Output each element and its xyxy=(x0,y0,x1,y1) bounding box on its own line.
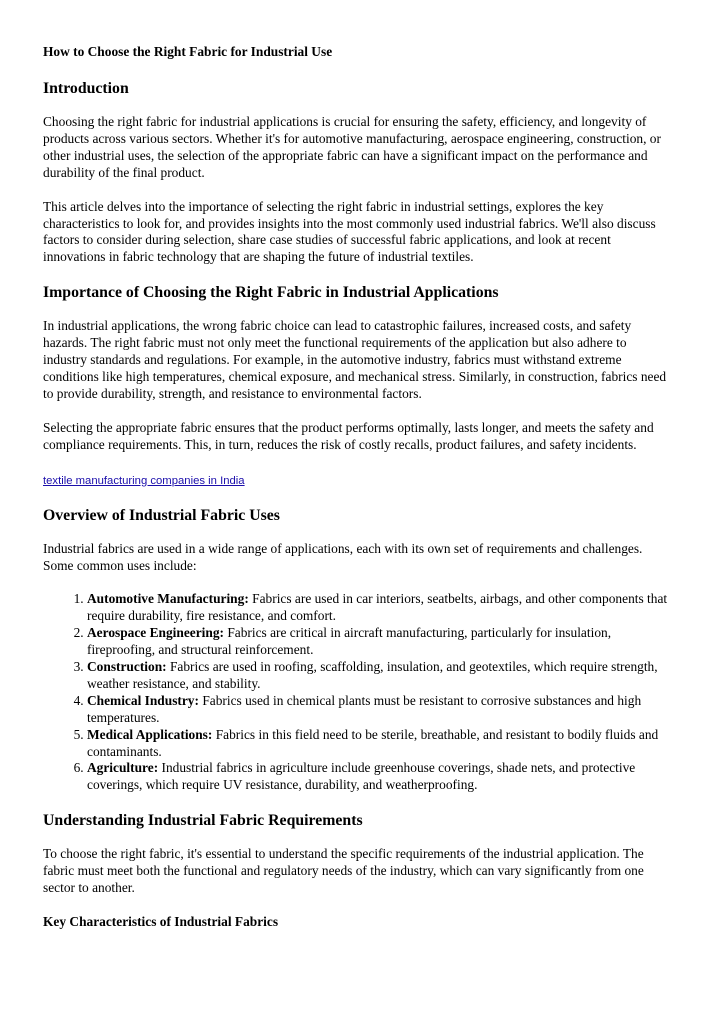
requirements-heading: Understanding Industrial Fabric Requirements xyxy=(43,812,363,830)
list-item-term: Medical Applications: xyxy=(87,726,213,742)
list-item-term: Construction: xyxy=(87,659,167,675)
list-item-term: Automotive Manufacturing: xyxy=(87,591,249,607)
requirements-paragraph: To choose the right fabric, it's essential to understand the specific requirements of the industrial application. The fabric must meet both the functional and regulatory needs of the industry, which can vary significantly from one sector to another. xyxy=(43,846,644,896)
list-item-text: Fabrics are used in car interiors, seatbelts, airbags, and other components that require durability, fire resistance, and comfort. xyxy=(87,591,668,624)
document-body xyxy=(43,44,673,930)
document-title: How to Choose the Right Fabric for Industrial Use xyxy=(43,44,333,59)
list-item-text: Fabrics are used in roofing, scaffolding, insulation, and geotextiles, which require strength, weather resistance, and stability. xyxy=(87,659,658,691)
list-item xyxy=(87,591,673,625)
overview-heading: Overview of Industrial Fabric Uses xyxy=(43,506,280,524)
list-item-term: Agriculture: xyxy=(87,760,159,776)
list-item-text: Fabrics used in chemical plants must be resistant to corrosive substances and high temperatures. xyxy=(87,692,642,725)
list-item-text: Industrial fabrics in agriculture include greenhouse coverings, shade nets, and protective coverings, which require UV resistance, durability, and weatherproofing. xyxy=(87,760,636,793)
importance-heading: Importance of Choosing the Right Fabric in Industrial Applications xyxy=(43,284,499,302)
list-item-term: Chemical Industry: xyxy=(87,692,199,708)
list-item-text: Fabrics are critical in aircraft manufacturing, particularly for insulation, fireproofing, and structural reinforcement. xyxy=(87,625,612,658)
list-item-text: Fabrics in this field need to be sterile, breathable, and resistant to bodily fluids and contaminants. xyxy=(87,726,659,759)
introduction-heading: Introduction xyxy=(43,80,129,97)
list-item xyxy=(87,659,673,693)
importance-paragraph-1: In industrial applications, the wrong fabric choice can lead to catastrophic failures, increased costs, and safety hazards. The right fabric must not only meet the functional requirements of the application but also adhere to industry standards and regulations. For example, in the automotive industry, fabrics must withstand extreme conditions like high temperatures, chemical exposure, and mechanical stress. Similarly, in construction, fabrics need to provide durability, strength, and resistance to environmental factors. xyxy=(43,318,667,401)
importance-paragraph-2: Selecting the appropriate fabric ensures that the product performs optimally, lasts longer, and meets the safety and compliance requirements. This, in turn, reduces the risk of costly recalls, product failures, and safety incidents. xyxy=(43,419,654,452)
list-item xyxy=(87,727,673,761)
textile-companies-link[interactable]: textile manufacturing companies in India xyxy=(43,474,245,487)
list-item xyxy=(87,625,673,659)
list-item xyxy=(87,693,673,727)
list-item-term: Aerospace Engineering: xyxy=(87,625,224,641)
intro-paragraph-2: This article delves into the importance of selecting the right fabric in industrial settings, explores the key characteristics to look for, and provides insights into the most commonly used industrial fabrics. We'll also discuss factors to consider during selection, share case studies of successful fabric applications, and look at recent innovations in fabric technology that are shaping the future of industrial textiles. xyxy=(43,198,656,265)
list-item xyxy=(87,760,673,794)
intro-paragraph-1: Choosing the right fabric for industrial applications is crucial for ensuring the safety, efficiency, and longevity of products across various sectors. Whether it's for automotive manufacturing, aerospace engineering, construction, or other industrial uses, the selection of the appropriate fabric can have a significant impact on the performance and durability of the final product. xyxy=(43,114,661,180)
industrial-uses-list xyxy=(43,591,673,794)
overview-paragraph: Industrial fabrics are used in a wide range of applications, each with its own set of requirements and challenges. Some common uses include: xyxy=(43,540,643,573)
key-characteristics-heading: Key Characteristics of Industrial Fabrics xyxy=(43,914,279,929)
